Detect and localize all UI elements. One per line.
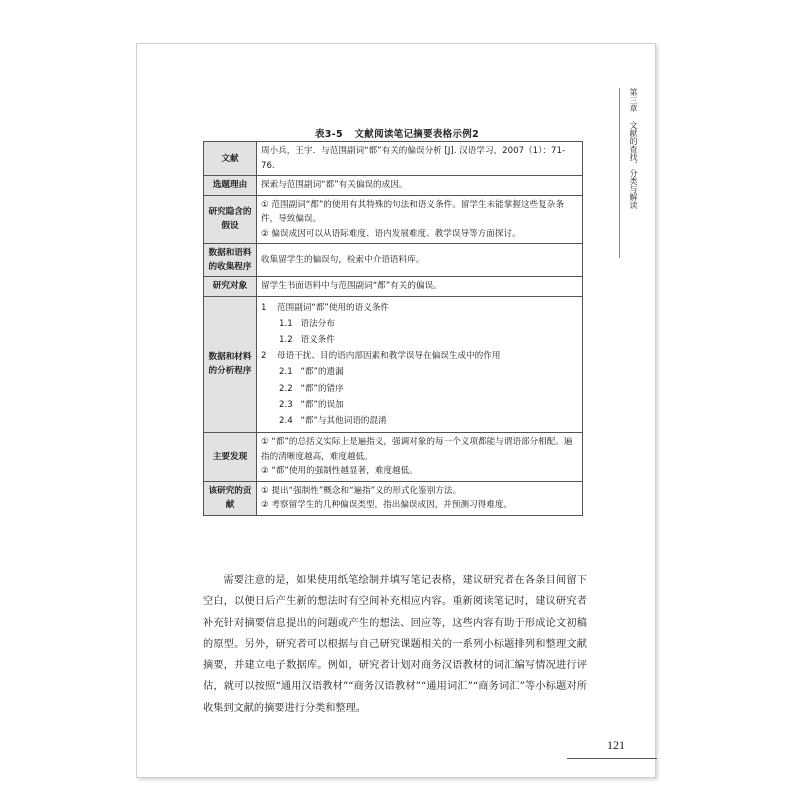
analysis-item: 2.4 “都”与其他词语的混淆 — [279, 415, 387, 426]
analysis-item: 1.1 语法分布 — [279, 318, 335, 329]
row-label-reason: 选题理由 — [204, 176, 257, 196]
analysis-item: 2.1 “都”的遗漏 — [279, 367, 344, 378]
analysis-item: 2 母语干扰、目的语内部因素和教学误导在偏误生成中的作用 — [261, 351, 501, 362]
table-row — [204, 176, 583, 196]
analysis-item: 1.2 语义条件 — [279, 334, 335, 345]
row-label-subject: 研究对象 — [204, 277, 257, 297]
row-value-reason: 探索与范围副词“都”有关偏误的成因。 — [257, 176, 583, 196]
analysis-item: 2.2 “都”的错序 — [279, 383, 344, 394]
row-value-findings — [257, 433, 583, 482]
book-page — [136, 43, 656, 778]
page-number-rule — [567, 758, 657, 759]
contribution-line: ① 提出“强制性”概念和“遍指”义的形式化鉴别方法。 — [261, 485, 462, 496]
table-caption — [137, 126, 657, 140]
hypothesis-line: ① 范围副词“都”的使用有其特殊的句法和语义条件。留学生未能掌握这些复杂条件，导致偏误。 — [261, 199, 564, 224]
findings-line: ① “都”的总括义实际上是遍指义，强调对象的每一个义项都能与谓语部分相配。遍指的清晰度越高，难度越低。 — [261, 437, 573, 462]
chapter-title: 文献的查找、分类与解读 — [629, 120, 638, 209]
row-value-analysis — [257, 296, 583, 433]
table-row — [204, 296, 583, 433]
chapter-number: 第三章 — [629, 88, 638, 112]
table-row — [204, 277, 583, 297]
reading-notes-table — [203, 141, 583, 516]
row-value-data-collection: 收集留学生的偏误句，检索中介语语料库。 — [257, 244, 583, 277]
row-label-contribution: 该研究的贡献 — [204, 481, 257, 515]
table-row — [204, 244, 583, 277]
table-row — [204, 195, 583, 244]
row-label-findings: 主要发现 — [204, 433, 257, 482]
row-value-literature: 周小兵，王宇．与范围副词“都”有关的偏误分析 [J]. 汉语学习，2007（1）：71-76. — [257, 142, 583, 176]
row-label-data-collection: 数据和语料的收集程序 — [204, 244, 257, 277]
body-paragraph: 需要注意的是，如果使用纸笔绘制并填写笔记表格，建议研究者在各条目间留下空白，以便日后产生新的想法时有空间补充相应内容。重新阅读笔记时，建议研究者补充针对摘要信息提出的问题或产生的想法、回应等，这些内容有助于形成论文初稿的原型。另外，研究者可以根据与自己研究课题相关的一系列小标题排列和整理文献摘要，并建立电子数据库。例如，研究者计划对商务汉语教材的词汇编写情况进行评估，就可以按照“通用汉语教材”“商务汉语教材”“通用词汇”“商务词汇”等小标题对所收集到文献的摘要进行分类和整理。 — [203, 575, 587, 714]
row-value-hypothesis — [257, 195, 583, 244]
table-row — [204, 481, 583, 515]
row-label-literature: 文献 — [204, 142, 257, 176]
contribution-line: ② 考察留学生的几种偏误类型，指出偏误成因，并预测习得难度。 — [261, 500, 513, 511]
table-caption-title: 文献阅读笔记摘要表格示例2 — [354, 129, 479, 140]
hypothesis-line: ② 偏误成因可以从语际难度、语内发展难度、教学误导等方面探讨。 — [261, 228, 521, 239]
table-caption-number: 表3-5 — [315, 129, 343, 140]
table-row — [204, 142, 583, 176]
row-label-analysis: 数据和材料的分析程序 — [204, 296, 257, 433]
analysis-item: 1 范围副词“都”使用的语义条件 — [261, 302, 390, 313]
page-number: 121 — [607, 738, 625, 752]
table-row — [204, 433, 583, 482]
findings-line: ② “都”使用的强制性越显著，难度越低。 — [261, 466, 418, 477]
row-label-hypothesis: 研究隐含的假设 — [204, 195, 257, 244]
analysis-item: 2.3 “都”的误加 — [279, 399, 344, 410]
chapter-sidebar — [619, 88, 638, 258]
row-value-contribution — [257, 481, 583, 515]
row-value-subject: 留学生书面语料中与范围副词“都”有关的偏误。 — [257, 277, 583, 297]
